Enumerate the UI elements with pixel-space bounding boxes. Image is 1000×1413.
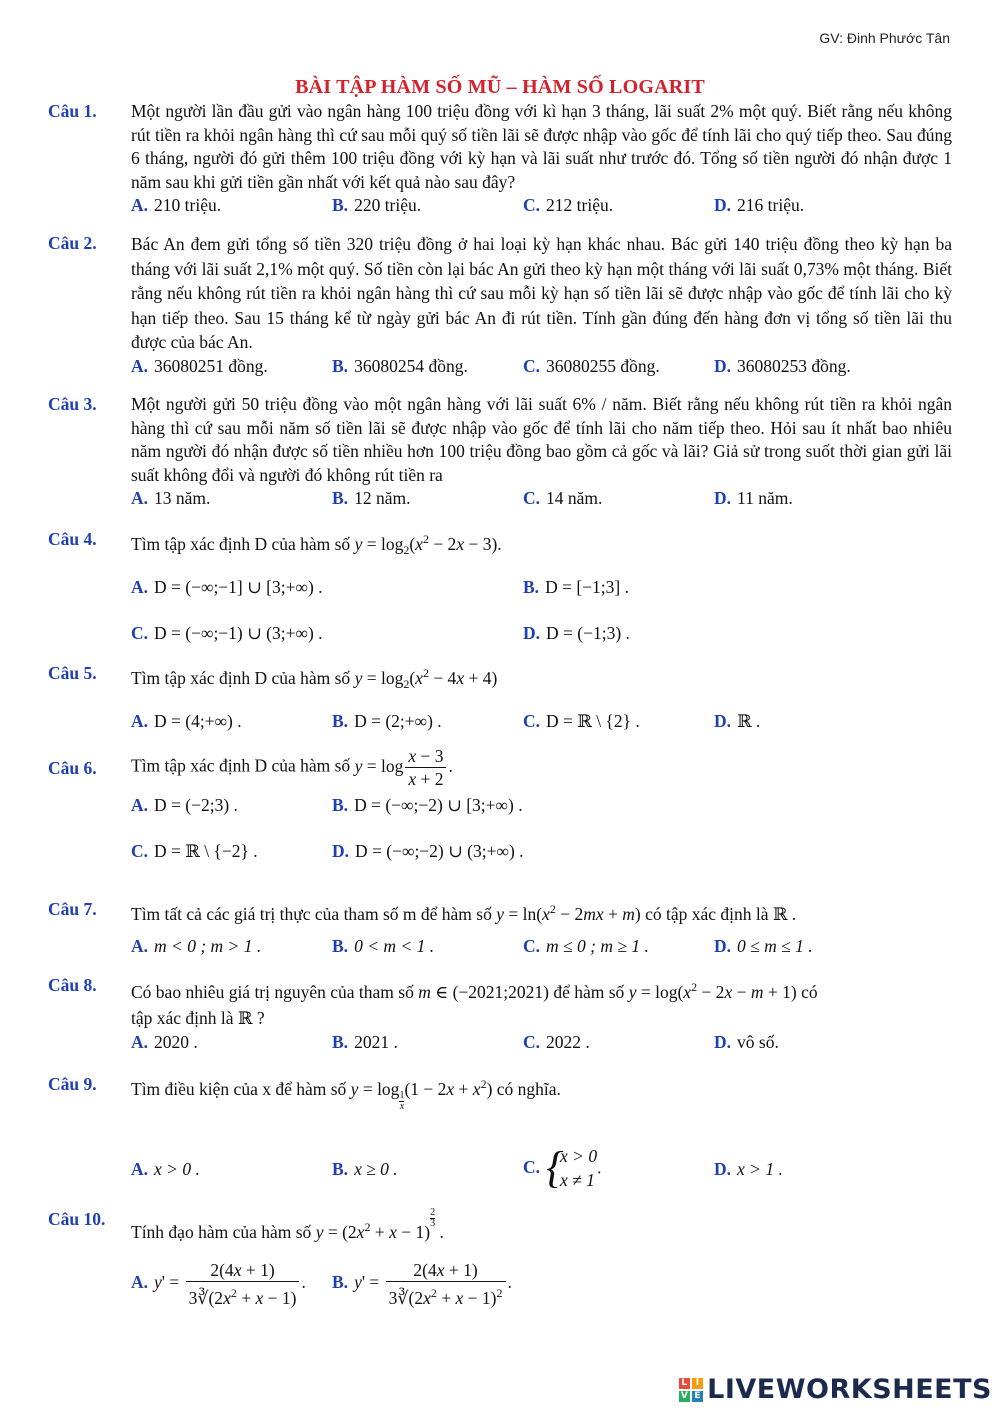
option-a[interactable]: A. 210 triệu.: [131, 195, 222, 215]
question-stem: Tìm tập xác định D của hàm số $y = \log_2(x^2 - 2x - 3)$.: [131, 532, 502, 557]
option-d[interactable]: D. D = (−∞;−2) ∪ (3;+∞) .: [332, 841, 524, 861]
formula: $y = (2x^2 + x - 1)$ $\frac{2}{3}$ .: [315, 1207, 444, 1242]
options-row: [131, 710, 952, 734]
question-stem: Tính đạo hàm của hàm số $y = (2x^2 + x - 1)$ $\frac{2}{3}$ .: [131, 1207, 444, 1242]
equation-system: { x > 0 x ≠ 1: [546, 1144, 597, 1192]
question-4: [48, 528, 952, 646]
option-a[interactable]: A. D = (−∞;−1] ∪ [3;+∞) .: [131, 576, 323, 597]
question-stem: Có bao nhiêu giá trị nguyên của tham số m ∈ (−2021;2021) để hàm số $y = \log(x^2 - 2x - m + 1)$ có tập xác định là ℝ ?: [131, 980, 818, 1028]
option-d[interactable]: D. 11 năm.: [714, 488, 793, 508]
option-c[interactable]: C. m ≤ 0 ; m ≥ 1 .: [523, 935, 649, 956]
question-5: [48, 662, 952, 734]
question-9: [48, 1073, 952, 1194]
question-label: Câu 3.: [48, 394, 97, 414]
option-d[interactable]: D. 36080253 đồng.: [714, 355, 851, 376]
option-b[interactable]: B. y' = $\frac{2(4x + 1)}{3∛(2x^2 + x - 1)^2}$ .: [332, 1259, 512, 1308]
options-row: [131, 840, 952, 864]
option-a[interactable]: A. 13 năm.: [131, 488, 211, 508]
formula: $y = \log_2(x^2 - 4x + 4)$: [354, 666, 498, 691]
formula: $y = \log(x^2 - 2x - m + 1)$: [628, 980, 797, 1002]
question-7: [48, 898, 952, 959]
question-3: [48, 393, 952, 511]
question-stem: Một người lần đầu gửi vào ngân hàng 100 triệu đồng với kì hạn 3 tháng, lãi suất 2% một quý. Biết rằng nếu không rút tiền ra khỏi ngân hàng thì cứ sau mỗi quý số tiền lãi sẽ được nhập vào gốc để tính lãi cho quý tiếp theo. Sau đúng 6 tháng, người đó gửi thêm 100 triệu đồng với kỳ hạn và lãi suất như trước đó. Tổng số tiền người đó nhận được 1 năm sau khi gửi tiền gần nhất với kết quả nào sau đây?: [131, 101, 952, 192]
option-b[interactable]: B. 2021 .: [332, 1032, 398, 1052]
option-d[interactable]: D. 0 ≤ m ≤ 1 .: [714, 935, 813, 956]
options-row: [131, 576, 952, 600]
option-a[interactable]: A. D = (−2;3) .: [131, 795, 238, 815]
question-stem: Tìm tập xác định D của hàm số $y = \log_2(x^2 - 4x + 4)$: [131, 666, 498, 691]
option-a[interactable]: A. 36080251 đồng.: [131, 355, 268, 376]
question-label: Câu 4.: [48, 529, 97, 549]
option-b[interactable]: B. x ≥ 0 .: [332, 1159, 398, 1179]
liveworksheets-logo: [679, 1374, 992, 1405]
option-b[interactable]: B. D = (2;+∞) .: [332, 710, 442, 731]
option-a[interactable]: A. y' = $\frac{2(4x + 1)}{3∛(2x^2 + x - 1)}$ .: [131, 1259, 306, 1308]
options-row: [131, 355, 952, 379]
option-c[interactable]: C. 212 triệu.: [523, 195, 614, 215]
option-d[interactable]: D. ℝ .: [714, 710, 761, 731]
option-b[interactable]: B. D = (−∞;−2) ∪ [3;+∞) .: [332, 795, 523, 815]
question-8: [48, 974, 952, 1055]
formula: m ∈ (−2021;2021): [418, 982, 549, 1002]
author-name: GV: Đinh Phước Tân: [819, 30, 950, 46]
question-label: Câu 10.: [48, 1209, 106, 1229]
option-b[interactable]: B. 36080254 đồng.: [332, 355, 468, 376]
question-label: Câu 5.: [48, 663, 97, 683]
formula: y = log $\frac{x - 3}{x + 2}$ .: [354, 746, 453, 789]
formula: $y = \log_2(x^2 - 2x - 3)$.: [354, 532, 502, 557]
question-label: Câu 9.: [48, 1074, 97, 1094]
logo-icon: L I V E: [679, 1378, 703, 1402]
question-1: [48, 100, 952, 218]
option-a[interactable]: A. D = (4;+∞) .: [131, 710, 242, 731]
option-c[interactable]: C. D = (−∞;−1) ∪ (3;+∞) .: [131, 622, 323, 643]
question-label: Câu 8.: [48, 975, 97, 995]
question-stem: Bác An đem gửi tổng số tiền 320 triệu đồng ở hai loại kỳ hạn khác nhau. Bác gửi 140 triệu đồng theo kỳ hạn ba tháng với lãi suất 2,1% một quý. Số tiền còn lại bác An gửi theo kỳ hạn một tháng với lãi suất 0,73% một tháng. Biết rằng nếu không rút tiền ra khỏi ngân hàng thì cứ sau mỗi kỳ hạn số tiền lãi sẽ được nhập vào gốc để tính lãi cho kỳ hạn tiếp theo. Sau 15 tháng kể từ ngày gửi bác An đi rút tiền. Tính gần đúng đến hàng đơn vị tổng số tiền lãi thu được của bác An.: [131, 234, 952, 352]
question-stem: Một người gửi 50 triệu đồng vào một ngân hàng với lãi suất 6% / năm. Biết rằng nếu không rút tiền ra khỏi ngân hàng thì cứ sau mỗi năm số tiền lãi sẽ được nhập vào gốc để tính lãi cho năm tiếp theo. Hỏi sau ít nhất bao nhiêu năm người đó nhận được số tiền nhiều hơn 100 triệu đồng bao gồm cả gốc và lãi? Giả sử trong suốt thời gian gửi lãi suất không đổi và người đó không rút tiền ra: [131, 394, 952, 485]
option-a[interactable]: A. m < 0 ; m > 1 .: [131, 935, 262, 956]
option-c[interactable]: C. D = ℝ \ {2} .: [523, 710, 640, 731]
option-c[interactable]: C. { x > 0 x ≠ 1 .: [523, 1144, 601, 1192]
question-label: Câu 6.: [48, 758, 97, 778]
option-d[interactable]: D. vô số.: [714, 1032, 779, 1052]
option-b[interactable]: B. 12 năm.: [332, 488, 411, 508]
options-row: [131, 794, 952, 818]
question-10: [48, 1208, 952, 1319]
option-d[interactable]: D. D = (−1;3) .: [523, 622, 630, 643]
question-label: Câu 2.: [48, 233, 97, 253]
question-label: Câu 7.: [48, 899, 97, 919]
worksheet-title: BÀI TẬP HÀM SỐ MŨ – HÀM SỐ LOGARIT: [295, 76, 705, 98]
question-stem: Tìm tập xác định D của hàm số y = log $\frac{x - 3}{x + 2}$ .: [131, 746, 453, 789]
options-row: [131, 622, 952, 646]
options-row: [131, 1031, 952, 1055]
options-row: [131, 1259, 952, 1319]
option-b[interactable]: B. 0 < m < 1 .: [332, 935, 435, 956]
question-stem: Tìm điều kiện của x để hàm số y = log $\frac{1}{x}$ $(1 - 2x + x^2)$ có nghĩa.: [131, 1077, 561, 1112]
options-row: [131, 1144, 952, 1194]
options-row: [131, 487, 952, 511]
options-row: [131, 935, 952, 959]
option-d[interactable]: D. x > 1 .: [714, 1159, 783, 1179]
formula: y = log $\frac{1}{x}$ $(1 - 2x + x^2)$: [350, 1077, 493, 1112]
option-c[interactable]: C. 36080255 đồng.: [523, 355, 660, 376]
option-a[interactable]: A. x > 0 .: [131, 1159, 200, 1179]
option-d[interactable]: D. 216 triệu.: [714, 195, 805, 215]
option-c[interactable]: C. 14 năm.: [523, 488, 603, 508]
question-2: [48, 232, 952, 379]
option-b[interactable]: B. D = [−1;3] .: [523, 576, 629, 597]
option-c[interactable]: C. D = ℝ \ {−2} .: [131, 841, 258, 861]
option-a[interactable]: A. 2020 .: [131, 1032, 198, 1052]
formula: $y = \ln(x^2 - 2mx + m)$: [496, 902, 641, 924]
question-6: [48, 745, 952, 864]
question-stem: Tìm tất cả các giá trị thực của tham số m để hàm số $y = \ln(x^2 - 2mx + m)$ có tập xác định là ℝ .: [131, 902, 797, 924]
question-label: Câu 1.: [48, 101, 97, 121]
option-b[interactable]: B. 220 triệu.: [332, 195, 422, 215]
logo-text: LIVEWORKSHEETS: [707, 1374, 992, 1405]
options-row: [131, 194, 952, 218]
option-c[interactable]: C. 2022 .: [523, 1032, 590, 1052]
